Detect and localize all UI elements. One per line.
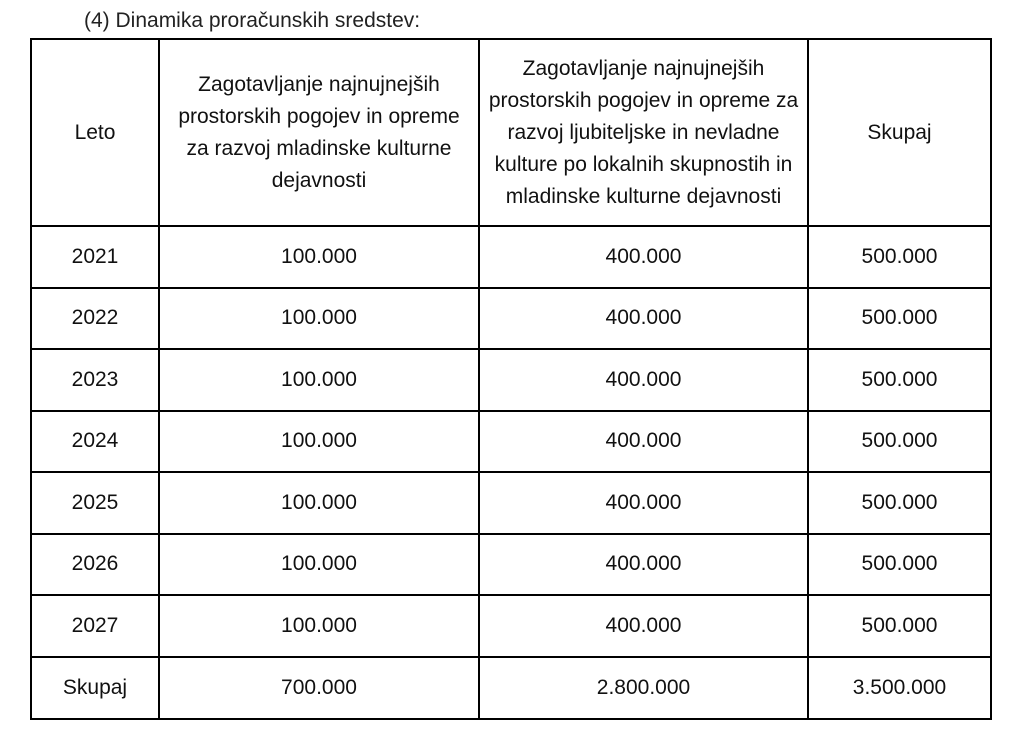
cell-youth-culture: 100.000	[159, 349, 479, 411]
table-row	[31, 226, 991, 288]
cell-total: 500.000	[808, 595, 991, 657]
cell-year: 2021	[31, 226, 159, 288]
cell-amateur-culture: 400.000	[479, 288, 808, 350]
cell-youth-culture: 100.000	[159, 534, 479, 596]
section-heading: (4) Dinamika proračunskih sredstev:	[84, 9, 421, 32]
table-row	[31, 534, 991, 596]
cell-amateur-culture: 400.000	[479, 534, 808, 596]
total-grand: 3.500.000	[808, 657, 991, 719]
header-row	[31, 39, 991, 226]
cell-youth-culture: 100.000	[159, 472, 479, 534]
header-amateur-culture: Zagotavljanje najnujnejših prostorskih pogojev in opreme za razvoj ljubiteljske in nevladne kulture po lokalnih skupnostih in mladinske kulturne dejavnosti	[479, 39, 808, 226]
total-youth-culture: 700.000	[159, 657, 479, 719]
cell-total: 500.000	[808, 226, 991, 288]
cell-year: 2025	[31, 472, 159, 534]
table-row	[31, 288, 991, 350]
table-body	[31, 226, 991, 657]
table-row	[31, 411, 991, 473]
cell-total: 500.000	[808, 411, 991, 473]
cell-amateur-culture: 400.000	[479, 226, 808, 288]
cell-amateur-culture: 400.000	[479, 595, 808, 657]
cell-total: 500.000	[808, 288, 991, 350]
cell-amateur-culture: 400.000	[479, 472, 808, 534]
cell-year: 2023	[31, 349, 159, 411]
cell-youth-culture: 100.000	[159, 226, 479, 288]
total-label: Skupaj	[31, 657, 159, 719]
total-amateur-culture: 2.800.000	[479, 657, 808, 719]
budget-table	[30, 38, 992, 720]
table-footer	[31, 657, 991, 719]
table-row	[31, 472, 991, 534]
cell-youth-culture: 100.000	[159, 288, 479, 350]
table-row	[31, 349, 991, 411]
cell-total: 500.000	[808, 472, 991, 534]
cell-year: 2024	[31, 411, 159, 473]
cell-amateur-culture: 400.000	[479, 411, 808, 473]
cell-youth-culture: 100.000	[159, 411, 479, 473]
cell-year: 2022	[31, 288, 159, 350]
header-total: Skupaj	[808, 39, 991, 226]
cell-total: 500.000	[808, 349, 991, 411]
cell-year: 2026	[31, 534, 159, 596]
header-youth-culture: Zagotavljanje najnujnejših prostorskih pogojev in opreme za razvoj mladinske kulturne dejavnosti	[159, 39, 479, 226]
cell-total: 500.000	[808, 534, 991, 596]
total-row	[31, 657, 991, 719]
header-year: Leto	[31, 39, 159, 226]
cell-youth-culture: 100.000	[159, 595, 479, 657]
table-header	[31, 39, 991, 226]
cell-amateur-culture: 400.000	[479, 349, 808, 411]
cell-year: 2027	[31, 595, 159, 657]
table-row	[31, 595, 991, 657]
